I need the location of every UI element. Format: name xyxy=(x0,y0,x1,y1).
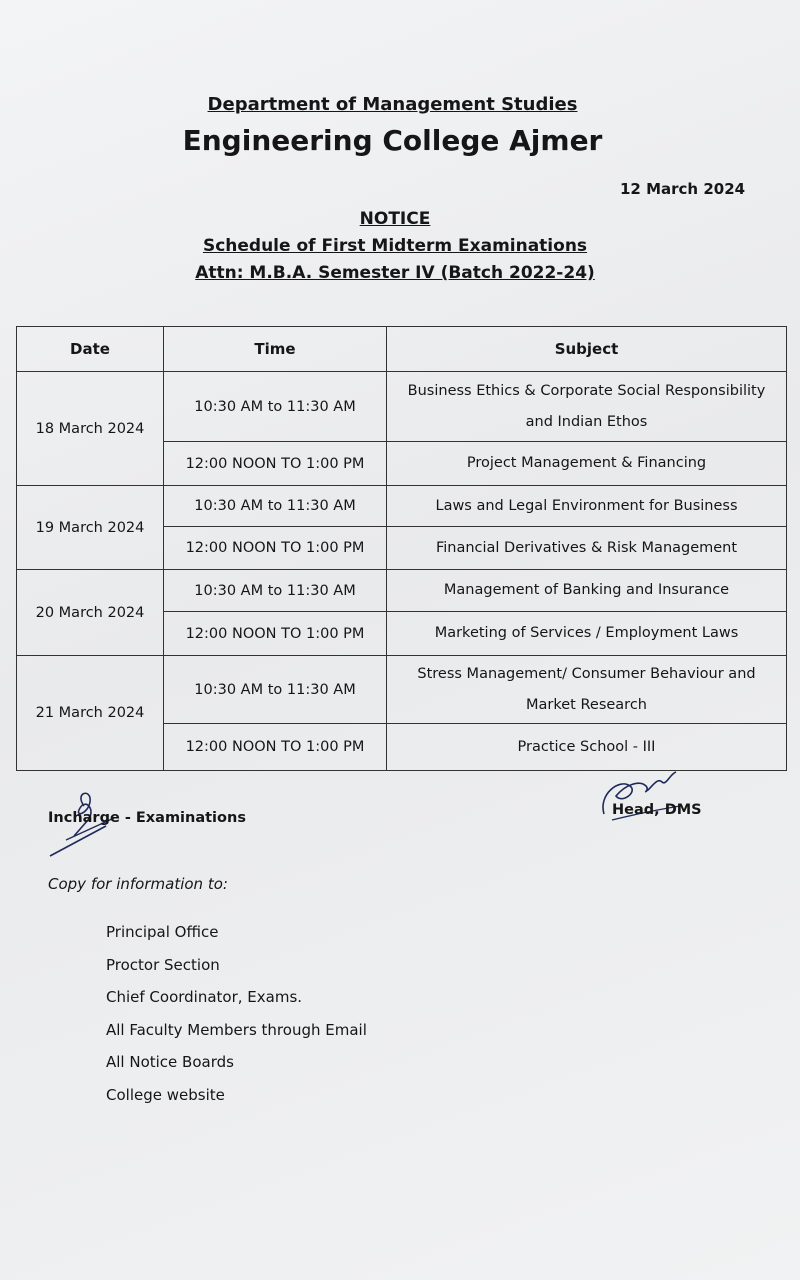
notice-title: NOTICE xyxy=(359,209,431,229)
list-item: All Notice Boards xyxy=(106,1053,234,1071)
exam-subject: Laws and Legal Environment for Business xyxy=(387,486,787,527)
college-name: Engineering College Ajmer xyxy=(182,124,603,157)
notice-heading xyxy=(0,206,790,287)
exam-time: 12:00 NOON TO 1:00 PM xyxy=(164,527,387,570)
notice-date: 12 March 2024 xyxy=(620,180,746,198)
exam-time: 10:30 AM to 11:30 AM xyxy=(164,570,387,612)
column-header-subject: Subject xyxy=(387,327,787,372)
recipient-list xyxy=(106,921,367,1116)
incharge-label: Incharge - Examinations xyxy=(48,810,246,826)
exam-date: 21 March 2024 xyxy=(17,656,164,771)
list-item: Principal Office xyxy=(106,923,219,941)
exam-time: 10:30 AM to 11:30 AM xyxy=(164,656,387,724)
exam-subject: Management of Banking and Insurance xyxy=(387,570,787,612)
table-row xyxy=(17,372,787,442)
notice-attention: Attn: M.B.A. Semester IV (Batch 2022-24) xyxy=(195,263,595,283)
exam-subject: Business Ethics & Corporate Social Responsibility and Indian Ethos xyxy=(387,372,787,442)
exam-time: 10:30 AM to 11:30 AM xyxy=(164,372,387,442)
department-name: Department of Management Studies xyxy=(207,94,578,115)
column-header-date: Date xyxy=(17,327,164,372)
table-header-row xyxy=(17,327,787,372)
exam-subject: Stress Management/ Consumer Behaviour and Market Research xyxy=(387,656,787,724)
head-label: Head, DMS xyxy=(612,802,702,818)
copy-to-heading: Copy for information to: xyxy=(48,875,228,893)
list-item: College website xyxy=(106,1085,225,1104)
exam-date: 19 March 2024 xyxy=(17,486,164,570)
list-item: Proctor Section xyxy=(106,955,220,974)
exam-subject: Marketing of Services / Employment Laws xyxy=(387,612,787,656)
table-row xyxy=(17,570,787,612)
list-item: Chief Coordinator, Exams. xyxy=(106,988,303,1006)
exam-time: 10:30 AM to 11:30 AM xyxy=(164,486,387,527)
exam-time: 12:00 NOON TO 1:00 PM xyxy=(164,612,387,656)
list-item: All Faculty Members through Email xyxy=(106,1020,367,1039)
exam-subject: Practice School - III xyxy=(387,724,787,771)
table-row xyxy=(17,486,787,527)
exam-time: 12:00 NOON TO 1:00 PM xyxy=(164,442,387,486)
exam-subject: Project Management & Financing xyxy=(387,442,787,486)
exam-date: 18 March 2024 xyxy=(17,372,164,486)
exam-date: 20 March 2024 xyxy=(17,570,164,656)
exam-subject: Financial Derivatives & Risk Management xyxy=(387,527,787,570)
exam-schedule-table xyxy=(16,326,787,771)
notice-subtitle: Schedule of First Midterm Examinations xyxy=(202,236,588,256)
table-row xyxy=(17,656,787,724)
column-header-time: Time xyxy=(164,327,387,372)
exam-time: 12:00 NOON TO 1:00 PM xyxy=(164,724,387,771)
